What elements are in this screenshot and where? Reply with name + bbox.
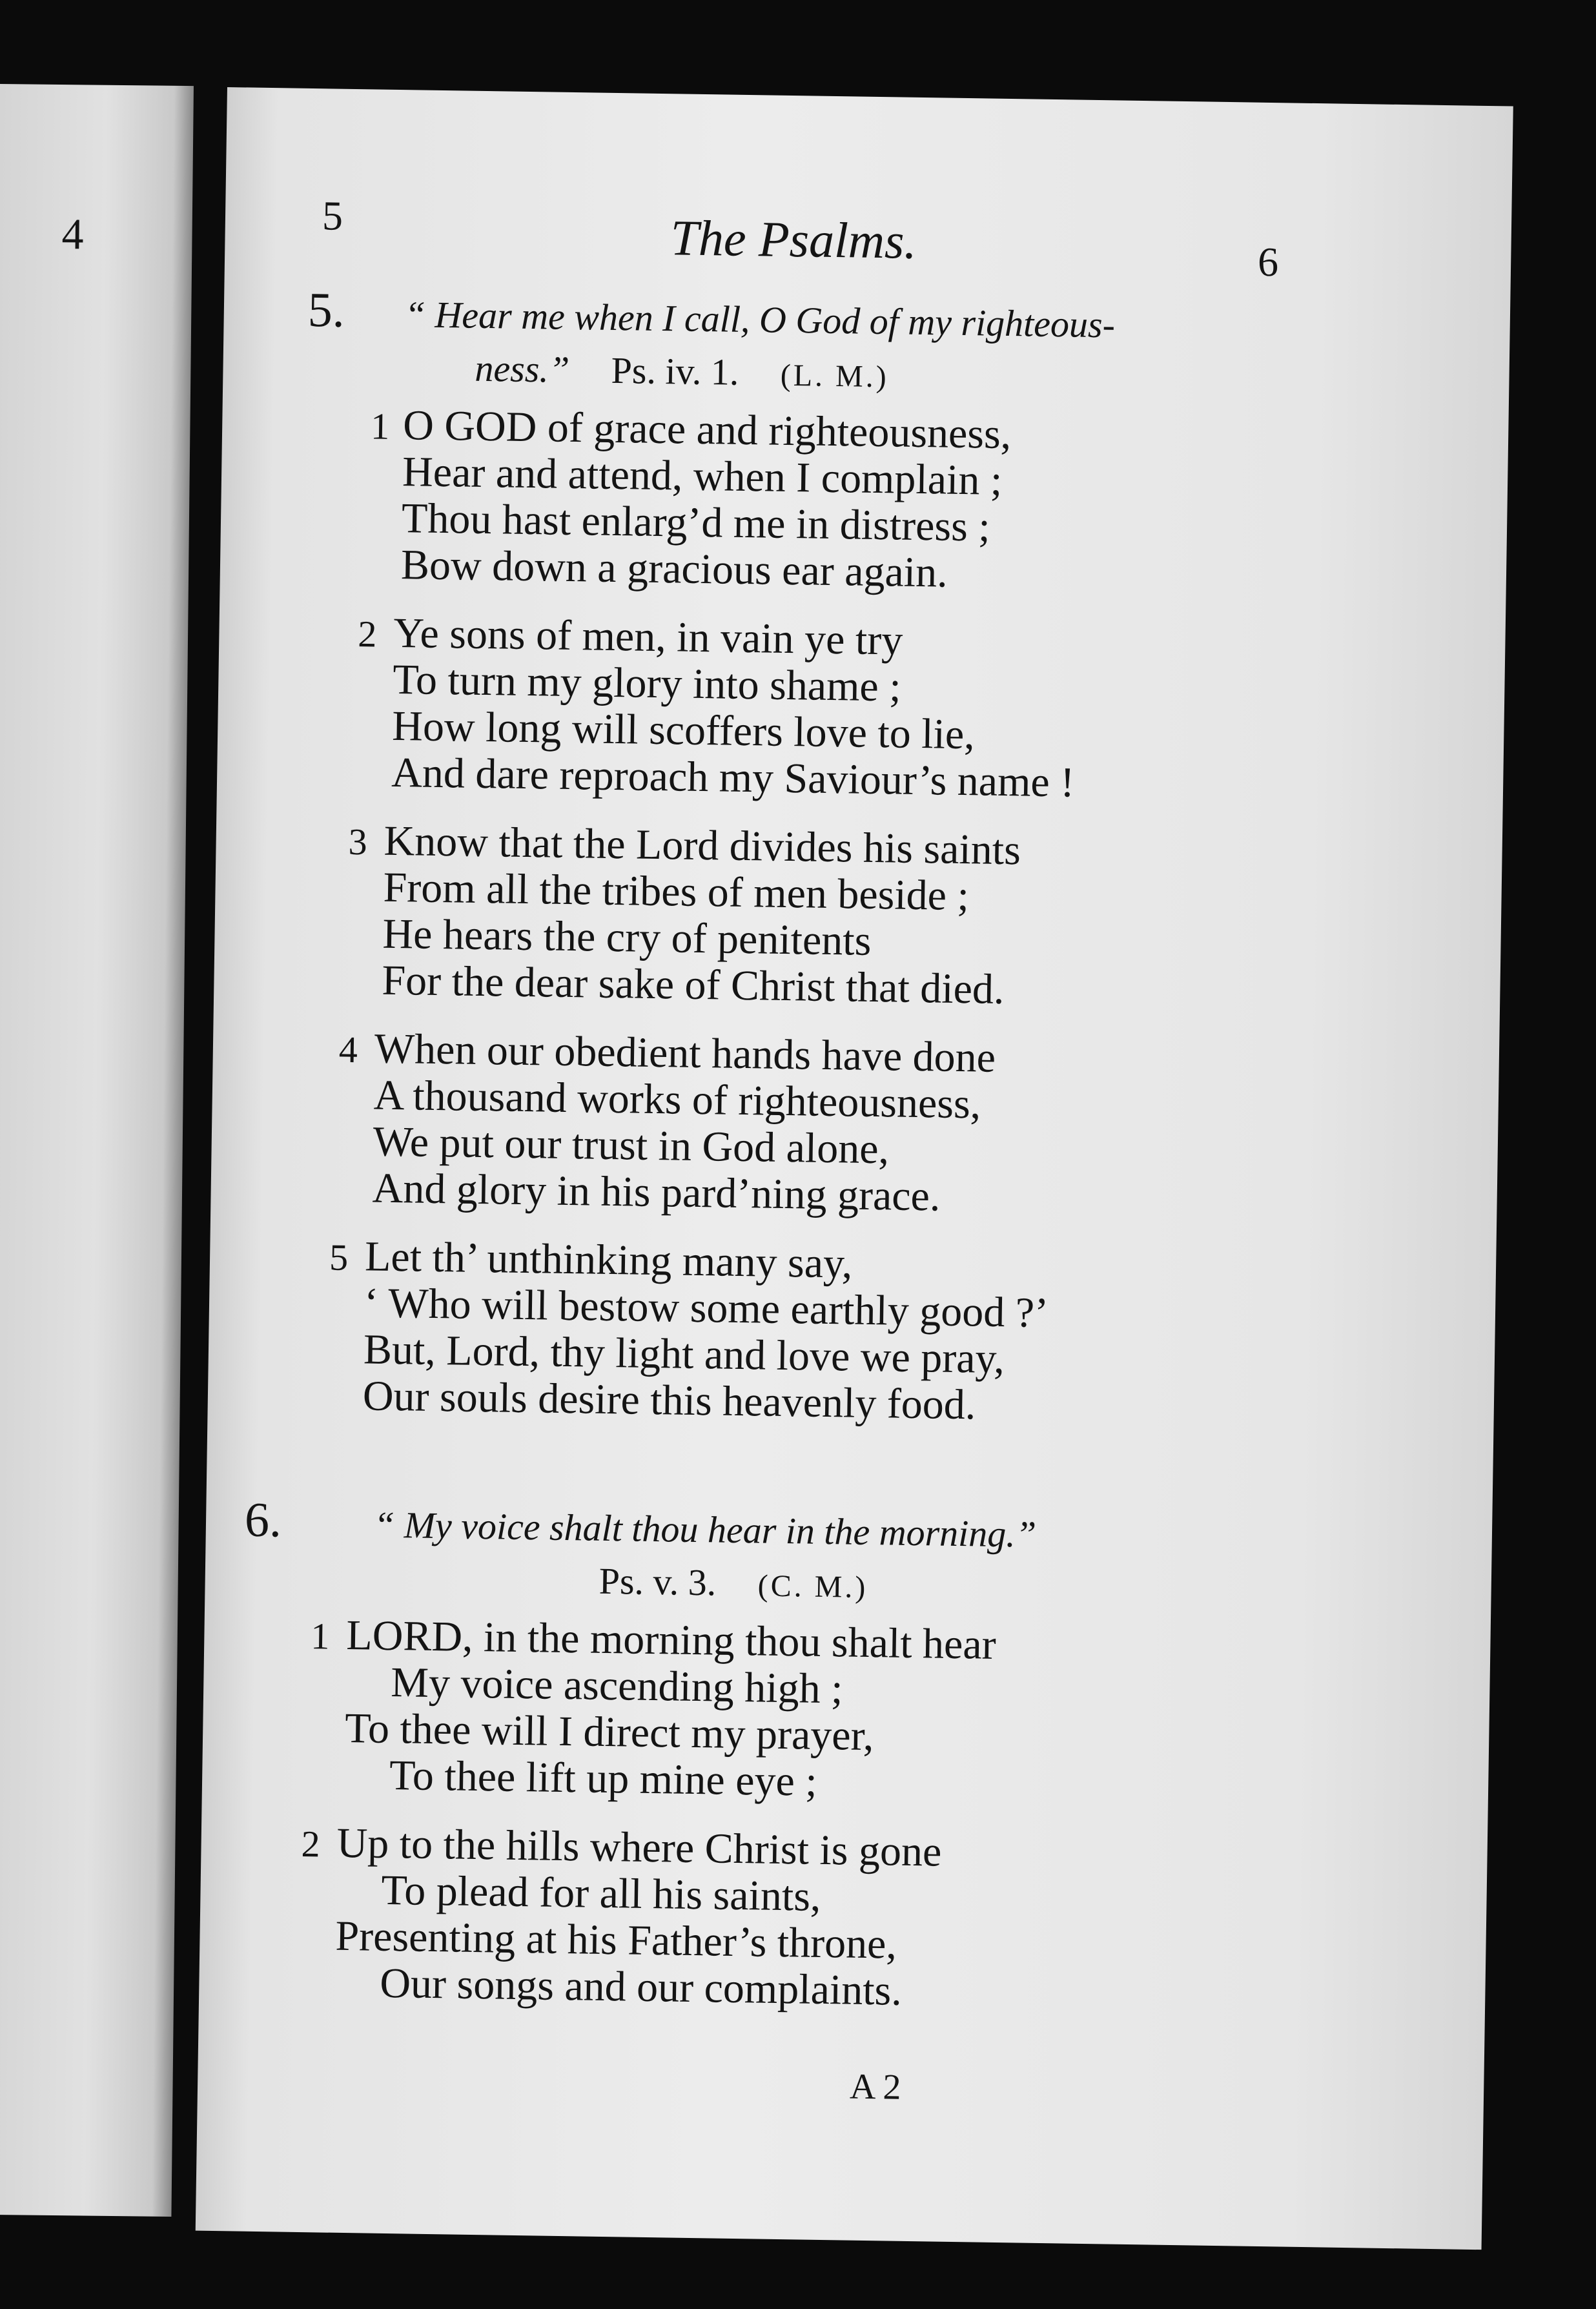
verse-line: From all the tribes of men beside ;: [383, 863, 970, 920]
verse-line: LORD, in the morning thou shalt hear: [345, 1612, 997, 1668]
running-title: The Psalms.: [670, 209, 917, 269]
verse-line: To plead for all his saints,: [381, 1866, 821, 1920]
verse-line: My voice ascending high ;: [390, 1659, 844, 1713]
verse-2: [283, 1820, 1480, 2023]
psalm-reference: Ps. iv. 1.: [611, 349, 739, 393]
verse-number: 2: [301, 1823, 321, 1865]
verse-line: Bow down a gracious ear again.: [400, 541, 948, 597]
verse-number: 1: [310, 1615, 330, 1657]
psalm-title: “ My voice shalt thou hear in the morning.”: [373, 1503, 1037, 1555]
page-number-right: 6: [1257, 238, 1279, 285]
psalm-number: 5.: [307, 282, 345, 338]
verse-line: Up to the hills where Christ is gone: [336, 1819, 942, 1876]
verse-4: [294, 1025, 1491, 1228]
psalm-title-end: ness.”: [475, 347, 570, 391]
verse-line: He hears the cry of penitents: [382, 910, 872, 965]
verse-number: 5: [329, 1236, 349, 1278]
verse-line: For the dear sake of Christ that died.: [381, 956, 1005, 1014]
psalm-title: “ Hear me when I call, O God of my righteous-: [404, 293, 1116, 346]
verse-line: To thee will I direct my prayer,: [344, 1704, 875, 1760]
verse-line: But, Lord, thy light and love we pray,: [363, 1326, 1005, 1383]
psalm-5: [291, 282, 1502, 1458]
left-page-number: 4: [61, 209, 84, 259]
verse-2: [301, 609, 1498, 812]
verse-line: Presenting at his Father’s throne,: [335, 1912, 897, 1968]
left-page: [0, 84, 194, 2217]
verse-line: And dare reproach my Saviour’s name !: [391, 748, 1075, 806]
psalm-6: [244, 1492, 1484, 2045]
verse-number: 1: [370, 405, 390, 447]
verse-number: 2: [357, 613, 377, 655]
verse-3: [298, 817, 1495, 1020]
verse-5: [291, 1233, 1488, 1436]
verse-number: 3: [348, 820, 368, 863]
verse-line: How long will scoffers love to lie,: [391, 702, 976, 759]
verse-line: O GOD of grace and righteousness,: [402, 402, 1012, 458]
page-number-left: 5: [322, 192, 343, 239]
psalm-meter: (C. M.): [757, 1568, 868, 1605]
verse-line: Ye sons of men, in vain ye try: [393, 609, 903, 664]
psalm-reference: Ps. v. 3.: [598, 1559, 717, 1604]
verse-line: And glory in his pard’ning grace.: [372, 1164, 941, 1220]
verse-line: Our souls desire this heavenly food.: [362, 1372, 976, 1429]
verse-1: [286, 1612, 1483, 1815]
verse-line: To thee lift up mine eye ;: [389, 1752, 818, 1805]
psalm-meter: (L. M.): [780, 358, 890, 395]
verse-line: Our songs and our complaints.: [379, 1959, 903, 2015]
psalm-number: 6.: [244, 1492, 282, 1548]
verse-line: To turn my glory into shame ;: [392, 655, 902, 711]
verse-line: Hear and attend, when I complain ;: [402, 448, 1003, 504]
right-page: [196, 87, 1513, 2250]
verse-line: A thousand works of righteousness,: [373, 1071, 981, 1128]
verse-1: [304, 401, 1501, 604]
verse-line: Thou hast enlarg’d me in distress ;: [401, 495, 991, 551]
verse-line: When our obedient hands have done: [374, 1025, 996, 1082]
signature-mark: A 2: [849, 2066, 901, 2108]
verse-line: We put our trust in God alone,: [373, 1118, 890, 1173]
verse-number: 4: [338, 1028, 358, 1071]
verse-line: ‘ Who will bestow some earthly good ?’: [363, 1279, 1049, 1337]
verse-line: Let th’ unthinking many say,: [364, 1233, 853, 1288]
verse-line: Know that the Lord divides his saints: [384, 817, 1021, 874]
